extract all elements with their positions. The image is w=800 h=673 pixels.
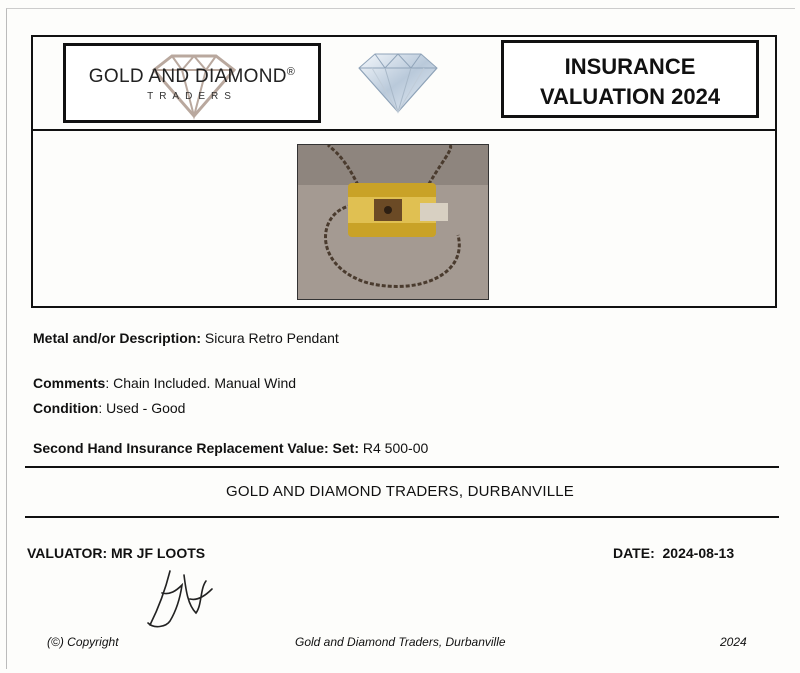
logo-title: GOLD AND DIAMOND®	[88, 66, 296, 87]
document-title	[501, 40, 759, 118]
description-label: Metal and/or Description:	[33, 330, 202, 346]
condition-value: : Used - Good	[98, 400, 186, 416]
date-value: 2024-08-13	[662, 545, 735, 561]
replacement-value: R4 500-00	[362, 440, 429, 456]
footer-copyright: (©) Copyright	[47, 635, 119, 649]
description-value: Sicura Retro Pendant	[204, 330, 339, 346]
valuator: VALUATOR: MR JF LOOTS	[27, 545, 206, 561]
title-line-1: INSURANCE	[564, 54, 696, 79]
replacement-value-label: Second Hand Insurance Replacement Value: Set:	[33, 440, 359, 456]
replacement-value-field	[33, 440, 428, 456]
comments-label: Comments	[33, 375, 106, 391]
divider-top	[25, 466, 779, 468]
title-line-2: VALUATION 2024	[539, 84, 721, 109]
item-photo	[297, 144, 489, 300]
company-line: GOLD AND DIAMOND TRADERS, DURBANVILLE	[225, 483, 575, 500]
header-divider	[31, 129, 777, 131]
comments-field	[33, 375, 296, 391]
date-label: DATE:	[613, 545, 655, 561]
condition-field	[33, 400, 185, 416]
divider-bottom	[25, 516, 779, 518]
logo-subtitle: TRADERS	[147, 91, 237, 102]
signature	[140, 565, 220, 631]
company-logo	[63, 43, 321, 123]
condition-label: Condition	[33, 400, 99, 416]
description-field	[33, 330, 339, 346]
comments-value: : Chain Included. Manual Wind	[105, 375, 297, 391]
footer-year: 2024	[720, 635, 747, 649]
footer-company: Gold and Diamond Traders, Durbanville	[295, 635, 506, 649]
diamond-gem-icon	[355, 50, 441, 114]
date	[613, 545, 734, 561]
